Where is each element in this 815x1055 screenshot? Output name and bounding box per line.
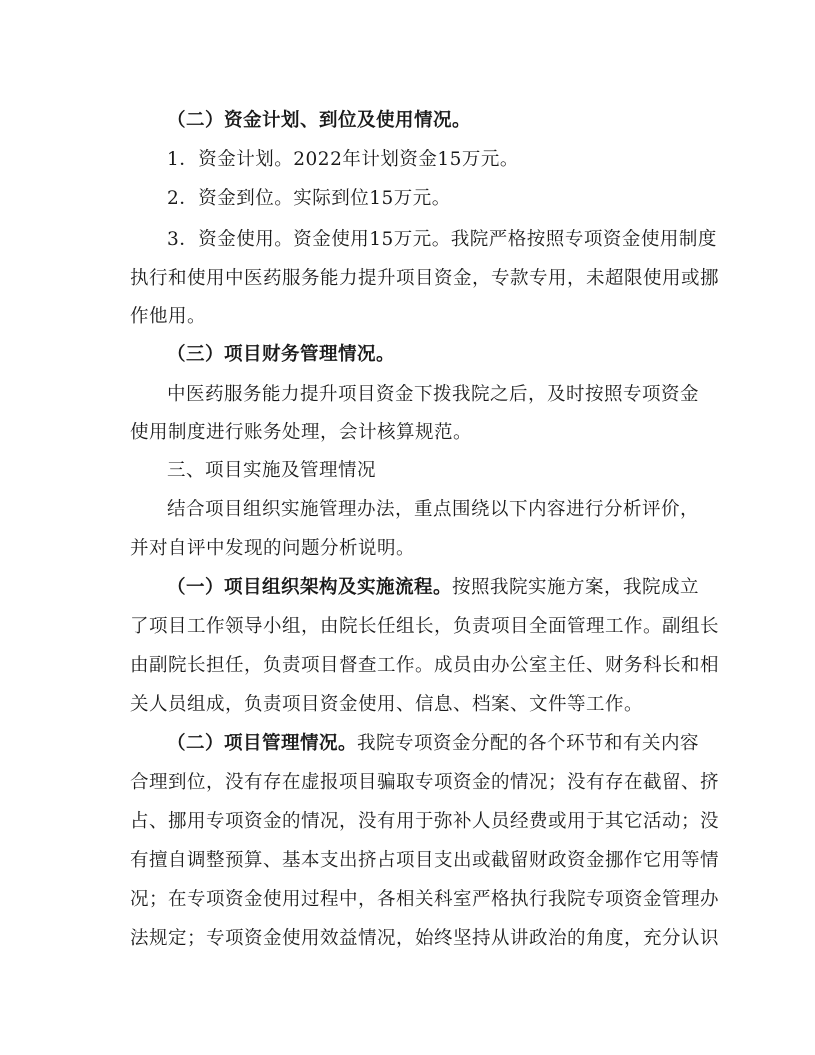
inline-heading-organization: （一）项目组织架构及实施流程。 (167, 577, 453, 598)
paragraph-line: 法规定；专项资金使用效益情况，始终坚持从讲政治的角度，充分认识 (130, 928, 720, 949)
paragraph-text: 我院专项资金分配的各个环节和有关内容 (357, 733, 700, 754)
paragraph-line: 中医药服务能力提升项目资金下拨我院之后，及时按照专项资金 (167, 384, 700, 405)
chapter-heading-implementation: 三、项目实施及管理情况 (167, 460, 377, 481)
paragraph-line: 并对自评中发现的问题分析说明。 (130, 538, 416, 559)
paragraph-line: 由副院长担任，负责项目督查工作。成员由办公室主任、财务科长和相 (130, 655, 720, 676)
paragraph-line: 况；在专项资金使用过程中，各相关科室严格执行我院专项资金管理办 (130, 889, 720, 910)
paragraph-line: 执行和使用中医药服务能力提升项目资金，专款专用，未超限使用或挪 (130, 268, 720, 289)
paragraph-line: 了项目工作领导小组，由院长任组长，负责项目全面管理工作。副组长 (130, 616, 720, 637)
paragraph-line (167, 731, 700, 757)
inline-heading-management: （二）项目管理情况。 (167, 733, 358, 754)
section-heading-funding: （二）资金计划、到位及使用情况。 (167, 110, 472, 131)
paragraph-line: 作他用。 (130, 306, 207, 327)
paragraph-line: 结合项目组织实施管理办法，重点围绕以下内容进行分析评价， (167, 499, 700, 520)
paragraph-line: 使用制度进行账务处理，会计核算规范。 (130, 422, 473, 443)
paragraph-line (167, 575, 700, 601)
paragraph-line: 3．资金使用。资金使用15万元。我院严格按照专项资金使用制度 (167, 229, 717, 250)
section-heading-finance: （三）项目财务管理情况。 (167, 344, 396, 365)
paragraph-line: 占、挪用专项资金的情况，没有用于弥补人员经费或用于其它活动；没 (130, 811, 720, 832)
item-funding-plan: 1．资金计划。2022年计划资金15万元。 (167, 149, 519, 170)
paragraph-line: 关人员组成，负责项目资金使用、信息、档案、文件等工作。 (130, 694, 644, 715)
paragraph-line: 合理到位，没有存在虚报项目骗取专项资金的情况；没有存在截留、挤 (130, 772, 720, 793)
item-funding-arrival: 2．资金到位。实际到位15万元。 (167, 188, 451, 209)
paragraph-text: 按照我院实施方案，我院成立 (452, 577, 700, 598)
paragraph-line: 有擅自调整预算、基本支出挤占项目支出或截留财政资金挪作它用等情 (130, 850, 720, 871)
